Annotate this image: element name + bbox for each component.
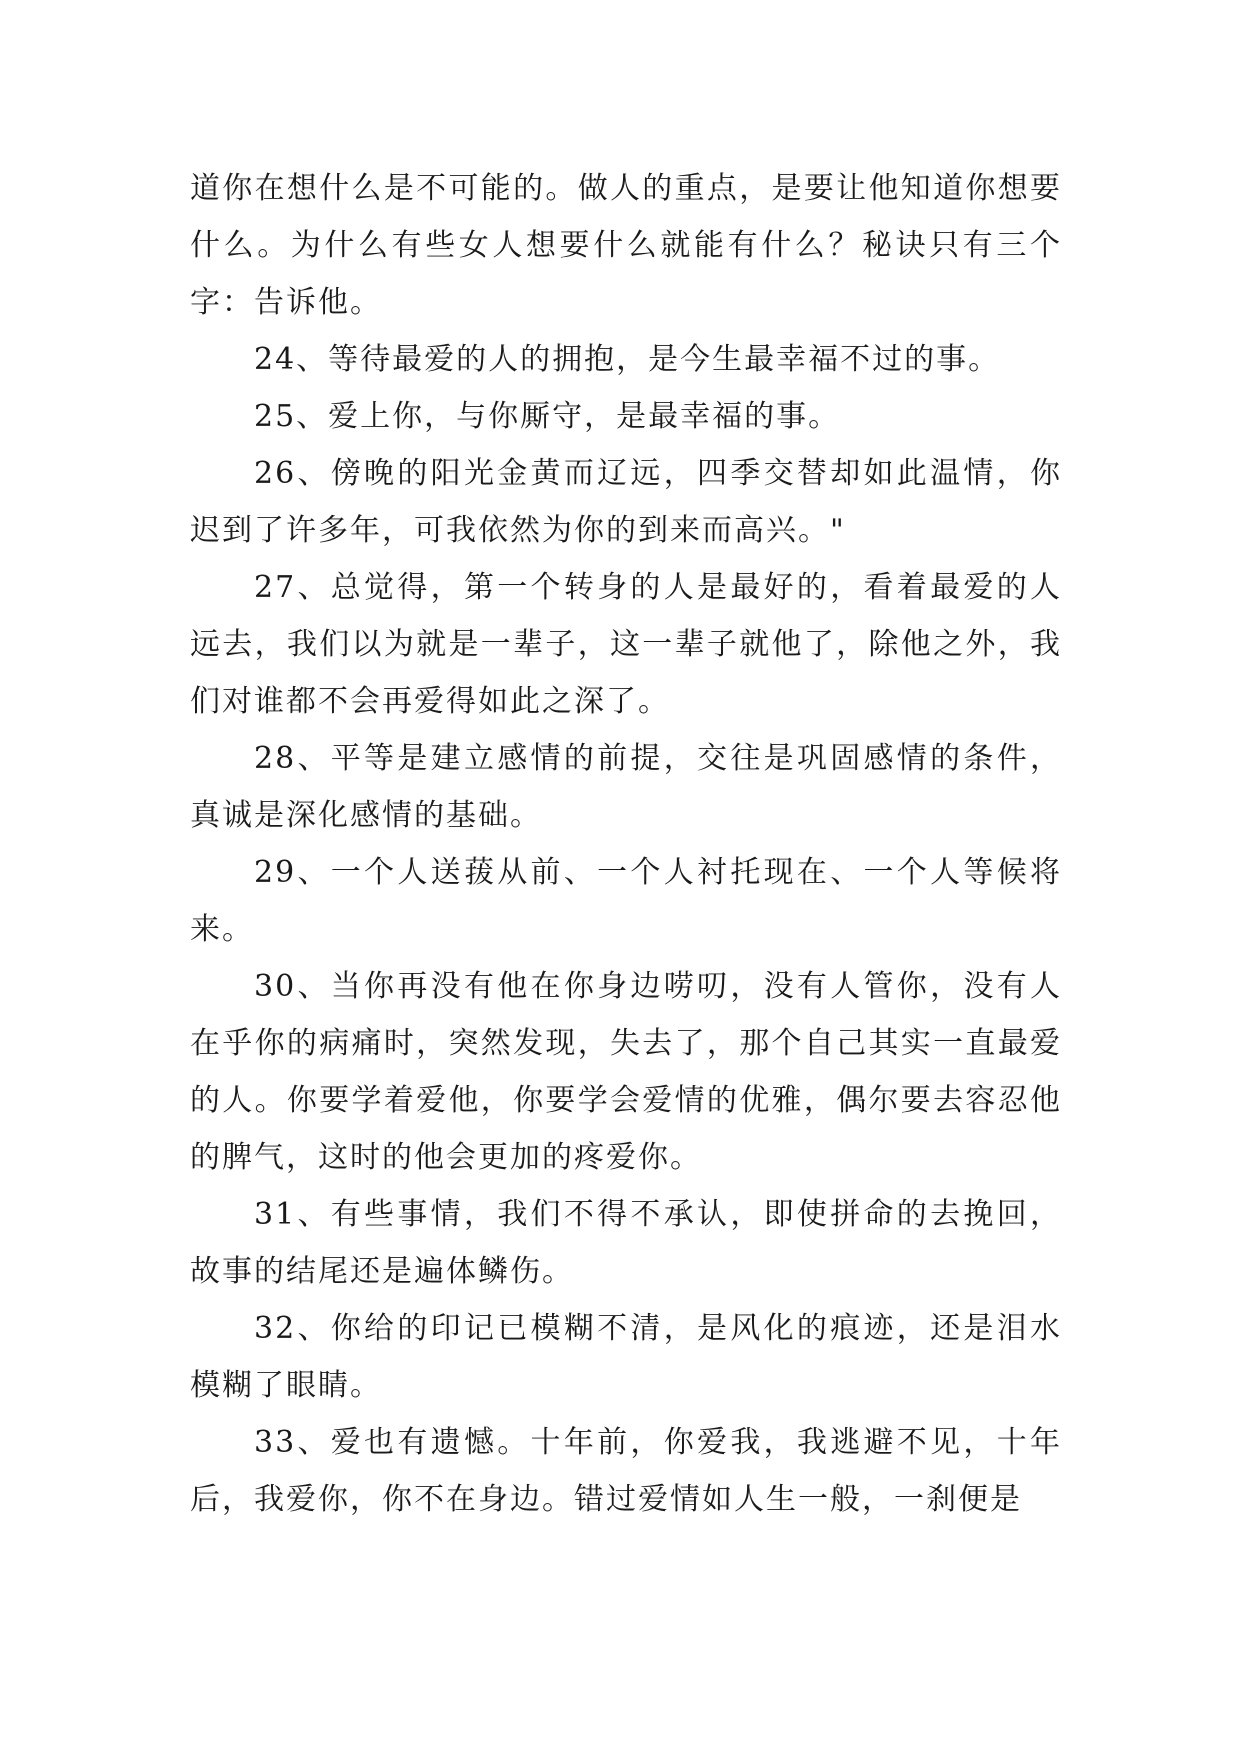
body-text [190,160,1062,1528]
paragraph-31: 31、有些事情，我们不得不承认，即使拼命的去挽回，故事的结尾还是遍体鳞伤。 [190,1197,1062,1289]
paragraph-30: 30、当你再没有他在你身边唠叨，没有人管你，没有人在乎你的病痛时，突然发现，失去了，那个自己其实一直最爱的人。你要学着爱他，你要学会爱情的优雅，偶尔要去容忍他的脾气，这时的他会更加的疼爱你。 [190,969,1062,1175]
paragraph-33: 33、爱也有遗憾。十年前，你爱我，我逃避不见，十年后，我爱你，你不在身边。错过爱情如人生一般，一刹便是 [190,1425,1062,1517]
paragraph-29: 29、一个人送菝从前、一个人衬托现在、一个人等候将来。 [190,855,1062,947]
paragraph-25: 25、爱上你，与你厮守，是最幸福的事。 [254,399,841,434]
paragraph-28: 28、平等是建立感情的前提，交往是巩固感情的条件，真诚是深化感情的基础。 [190,741,1062,833]
paragraph-24: 24、等待最爱的人的拥抱，是今生最幸福不过的事。 [254,342,1001,377]
paragraph-32: 32、你给的印记已模糊不清，是风化的痕迹，还是泪水模糊了眼睛。 [190,1311,1062,1403]
paragraph-26: 26、傍晚的阳光金黄而辽远，四季交替却如此温情，你迟到了许多年，可我依然为你的到来而高兴。" [190,456,1062,548]
paragraph-continued: 道你在想什么是不可能的。做人的重点，是要让他知道你想要什么。为什么有些女人想要什么就能有什么？秘诀只有三个字：告诉他。 [190,171,1062,320]
paragraph-27: 27、总觉得，第一个转身的人是最好的，看着最爱的人远去，我们以为就是一辈子，这一辈子就他了，除他之外，我们对谁都不会再爱得如此之深了。 [190,570,1062,719]
